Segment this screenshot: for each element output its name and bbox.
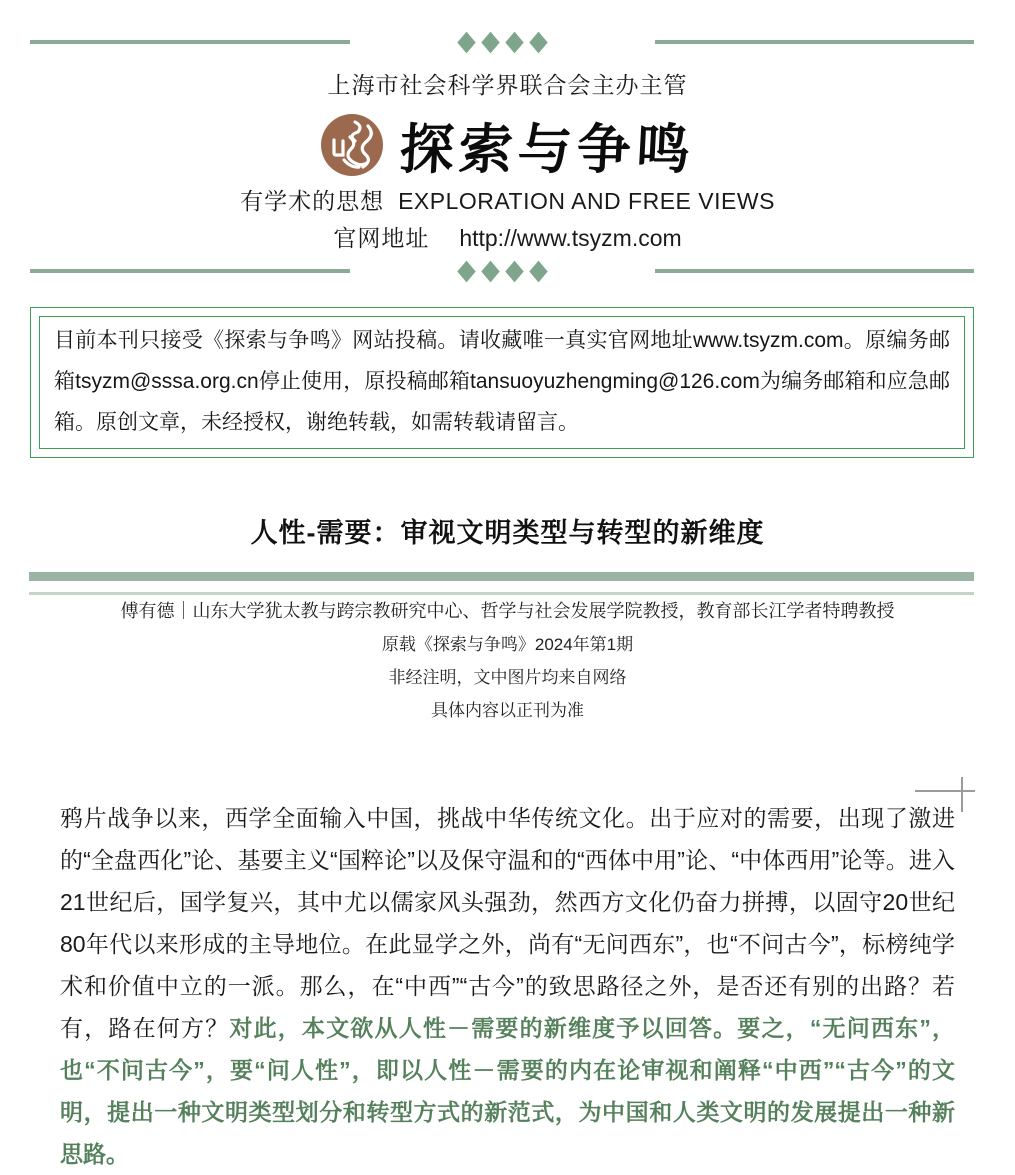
decor-line	[655, 40, 975, 44]
sponsor-line: 上海市社会科学界联合会主办主管	[327, 72, 688, 98]
diamond-icon	[457, 31, 475, 53]
website-line	[0, 223, 1015, 253]
body-text-green-emphasis: 对此，本文欲从人性－需要的新维度予以回答。要之，“无问西东”，也“不问古今”，要“问人性”，即以人性－需要的内在论审视和阐释“中西”“古今”的文明，提出一种文明类型划分和转型方式的新范式，为中国和人类文明的发展提出一种新思路。	[60, 1015, 956, 1167]
top-decor-rule	[30, 30, 974, 54]
diamond-icon	[481, 260, 499, 282]
crosshair-mark-vertical	[961, 777, 963, 812]
diamond-icon	[529, 31, 547, 53]
diamond-icon	[481, 31, 499, 53]
source-line: 原载《探索与争鸣》2024年第1期	[381, 635, 634, 654]
diamond-separator	[460, 30, 545, 54]
crosshair-mark-horizontal	[915, 790, 975, 792]
journal-logo	[0, 108, 1015, 182]
title-rule-band	[29, 572, 974, 581]
article-body-paragraph	[60, 797, 955, 1175]
byline-block	[0, 595, 1015, 727]
diamond-icon	[457, 260, 475, 282]
tagline	[0, 186, 1015, 216]
submission-notice-text: 目前本刊只接受《探索与争鸣》网站投稿。请收藏唯一真实官网地址www.tsyzm.com。原编务邮箱tsyzm@sssa.org.cn停止使用，原投稿邮箱tansuoyuzhengming@126.com为编务邮箱和应急邮箱。原创文章，未经授权，谢绝转载，如需转载请留言。	[39, 316, 965, 449]
author-line: 傅有德｜山东大学犹太教与跨宗教研究中心、哲学与社会发展学院教授，教育部长江学者特聘教授	[120, 601, 895, 621]
bottom-decor-rule	[30, 259, 974, 283]
website-url: http://www.tsyzm.com	[459, 225, 682, 251]
decor-line	[30, 40, 350, 44]
diamond-icon	[505, 31, 523, 53]
image-note-line: 非经注明，文中图片均来自网络	[388, 668, 627, 687]
decor-line	[30, 269, 350, 273]
decor-line	[655, 269, 975, 273]
diamond-separator	[460, 259, 545, 283]
diamond-icon	[529, 260, 547, 282]
tagline-english: EXPLORATION AND FREE VIEWS	[398, 188, 775, 214]
website-label: 官网地址	[333, 225, 430, 251]
diamond-icon	[505, 260, 523, 282]
journal-name-calligraphy: 探索与争鸣	[398, 116, 697, 181]
submission-notice-box	[30, 307, 974, 458]
body-text-black: 鸦片战争以来，西学全面输入中国，挑战中华传统文化。出于应对的需要，出现了激进的“全盘西化”论、基要主义“国粹论”以及保守温和的“西体中用”论、“中体西用”论等。进入21世纪后，国学复兴，其中尤以儒家风头强劲，然西方文化仍奋力拼搏，以固守20世纪80年代以来形成的主导地位。在此显学之外，尚有“无问西东”，也“不问古今”，标榜纯学术和价值中立的一派。那么，在“中西”“古今”的致思路径之外，是否还有别的出路？若有，路在何方？	[60, 805, 955, 1041]
content-note-line: 具体内容以正刊为准	[431, 701, 584, 720]
article-title: 人性-需要：审视文明类型与转型的新维度	[250, 518, 765, 548]
journal-seal-icon	[320, 113, 384, 177]
tagline-chinese: 有学术的思想	[240, 188, 385, 214]
